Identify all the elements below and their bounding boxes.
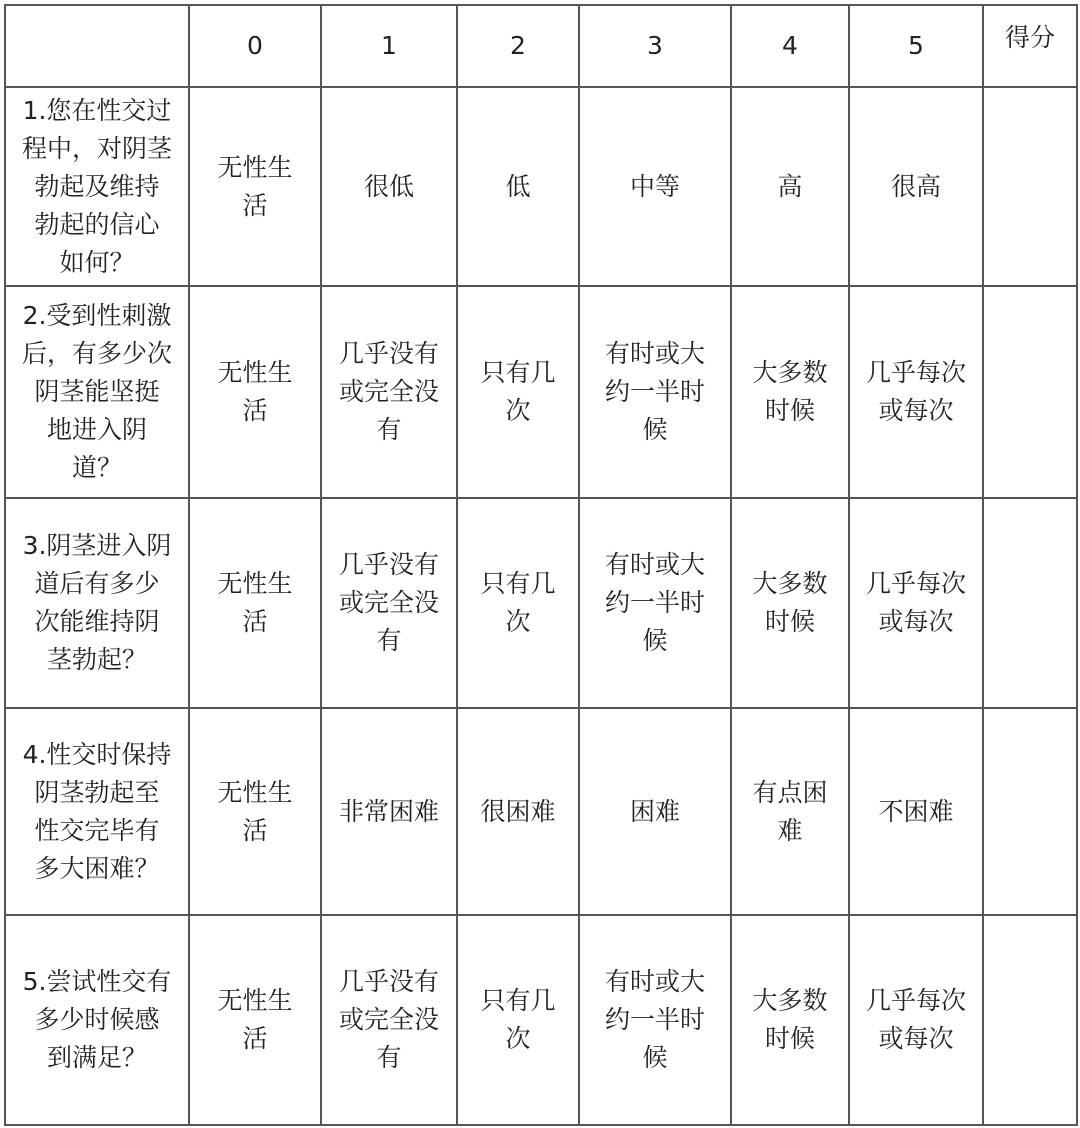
score-cell[interactable]	[983, 498, 1077, 708]
option-cell: 几乎每次 或每次	[849, 915, 983, 1125]
score-cell[interactable]	[983, 87, 1077, 286]
header-blank-cell	[5, 5, 189, 87]
option-cell: 不困难	[849, 708, 983, 915]
option-cell: 有时或大 约一半时 候	[579, 286, 731, 498]
table-row	[5, 915, 1077, 1125]
table-row	[5, 286, 1077, 498]
question-cell: 5.尝试性交有 多少时候感 到满足？	[5, 915, 189, 1125]
option-cell: 困难	[579, 708, 731, 915]
option-cell: 无性生 活	[189, 498, 321, 708]
header-score-5: 5	[849, 5, 983, 87]
option-cell: 几乎没有 或完全没 有	[321, 286, 457, 498]
header-score-label: 得分	[983, 5, 1077, 87]
option-cell: 无性生 活	[189, 87, 321, 286]
score-cell[interactable]	[983, 708, 1077, 915]
question-cell: 3.阴茎进入阴 道后有多少 次能维持阴 茎勃起？	[5, 498, 189, 708]
option-cell: 很高	[849, 87, 983, 286]
option-cell: 无性生 活	[189, 915, 321, 1125]
option-cell: 只有几 次	[457, 498, 579, 708]
question-cell: 2.受到性刺激 后，有多少次 阴茎能坚挺 地进入阴 道？	[5, 286, 189, 498]
option-cell: 几乎没有 或完全没 有	[321, 498, 457, 708]
table-row	[5, 498, 1077, 708]
header-row	[5, 5, 1077, 87]
option-cell: 有时或大 约一半时 候	[579, 915, 731, 1125]
score-cell[interactable]	[983, 915, 1077, 1125]
option-cell: 几乎每次 或每次	[849, 498, 983, 708]
option-cell: 中等	[579, 87, 731, 286]
question-cell: 1.您在性交过 程中，对阴茎 勃起及维持 勃起的信心 如何？	[5, 87, 189, 286]
option-cell: 大多数 时候	[731, 915, 849, 1125]
option-cell: 有时或大 约一半时 候	[579, 498, 731, 708]
questionnaire-table	[4, 4, 1078, 1126]
option-cell: 无性生 活	[189, 708, 321, 915]
option-cell: 很低	[321, 87, 457, 286]
option-cell: 很困难	[457, 708, 579, 915]
header-score-0: 0	[189, 5, 321, 87]
option-cell: 无性生 活	[189, 286, 321, 498]
score-cell[interactable]	[983, 286, 1077, 498]
option-cell: 几乎每次 或每次	[849, 286, 983, 498]
option-cell: 几乎没有 或完全没 有	[321, 915, 457, 1125]
header-score-1: 1	[321, 5, 457, 87]
option-cell: 只有几 次	[457, 286, 579, 498]
option-cell: 高	[731, 87, 849, 286]
option-cell: 有点困 难	[731, 708, 849, 915]
question-cell: 4.性交时保持 阴茎勃起至 性交完毕有 多大困难？	[5, 708, 189, 915]
option-cell: 低	[457, 87, 579, 286]
option-cell: 大多数 时候	[731, 498, 849, 708]
header-score-2: 2	[457, 5, 579, 87]
option-cell: 只有几 次	[457, 915, 579, 1125]
option-cell: 非常困难	[321, 708, 457, 915]
table-row	[5, 87, 1077, 286]
header-score-3: 3	[579, 5, 731, 87]
header-score-4: 4	[731, 5, 849, 87]
table-row	[5, 708, 1077, 915]
option-cell: 大多数 时候	[731, 286, 849, 498]
